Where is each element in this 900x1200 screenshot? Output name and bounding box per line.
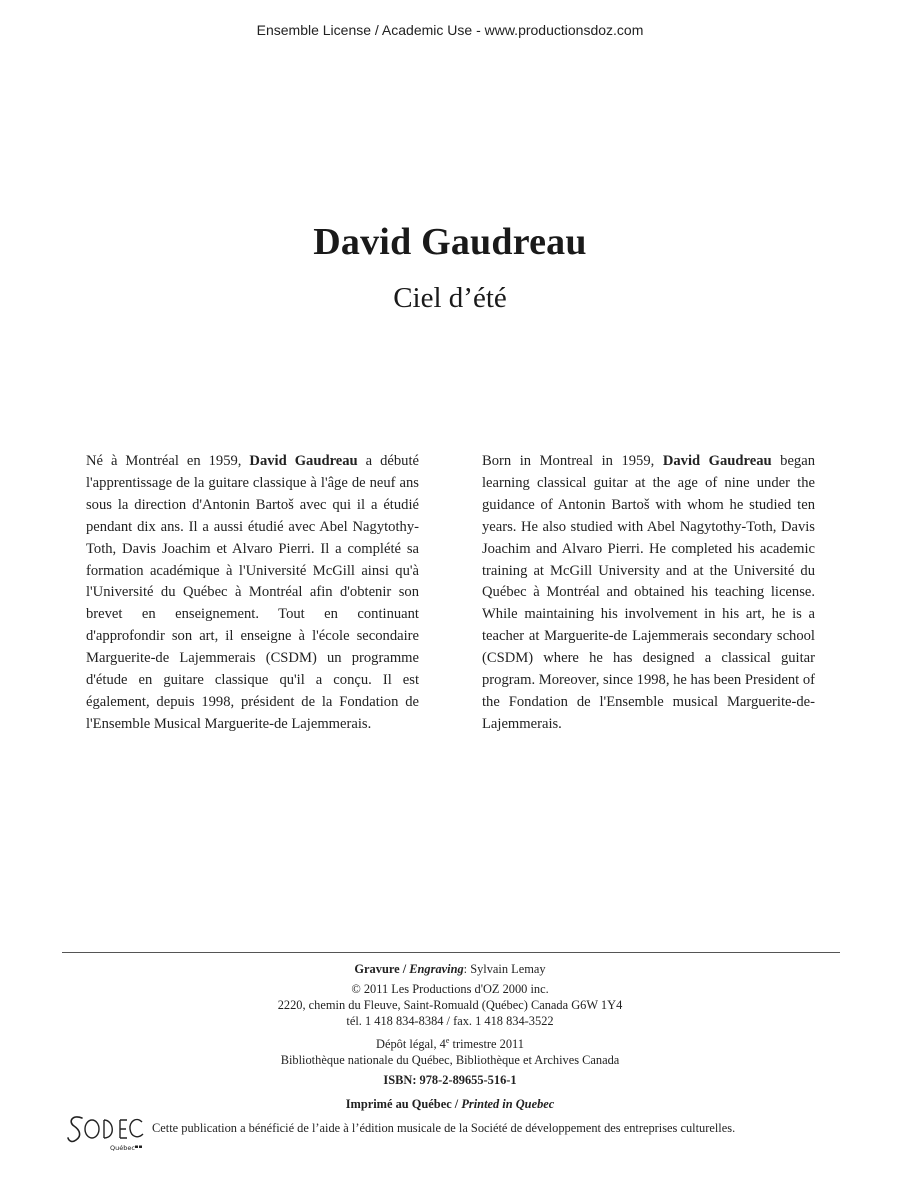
copyright-line: © 2011 Les Productions d'OZ 2000 inc. [351,982,549,996]
bio-en-body: began learning classical guitar at the age of nine under the guidance of Antonin Bartoš with whom he studied ten years. He also studied with Abel Nagytothy-Toth, Davis Joachim and Alvaro Pierri. He completed his academic training at McGill University and at the Université du Québec à Montréal and obtained his teaching license. While maintaining his involvement in his art, he is a teacher at Marguerite-de Lajemmerais secondary school (CSDM) where he has designed a classical guitar program. Moreover, since 1998, he has been President of the Fondation de l'Ensemble musical Marguerite-de-Lajemmerais. [482,453,815,732]
biography-english [482,451,815,736]
engraving-credit: Gravure / Engraving: Sylvain Lemay [354,962,546,976]
bio-fr-intro: Né à Montréal en 1959, [86,453,250,469]
biography-french [86,451,419,736]
bio-fr-name: David Gaudreau [249,453,358,469]
publisher-phone: tél. 1 418 834-8384 / fax. 1 418 834-3522 [346,1014,554,1028]
sodec-funding-notice: Cette publication a bénéficié de l’aide à l’édition musicale de la Société de développement des entreprises culturelles. [152,1121,736,1135]
composer-name: David Gaudreau [313,221,587,263]
isbn: ISBN: 978-2-89655-516-1 [383,1073,517,1088]
work-title: Ciel d’été [393,282,507,314]
footer-divider [62,952,840,953]
bio-en-intro: Born in Montreal in 1959, [482,453,663,469]
libraries-line: Bibliothèque nationale du Québec, Bibliothèque et Archives Canada [280,1053,620,1068]
bio-en-name: David Gaudreau [662,453,772,469]
svg-text:Québec: Québec [110,1144,135,1152]
printed-in: Imprimé au Québec / Printed in Quebec [345,1097,555,1112]
publisher-address: 2220, chemin du Fleuve, Saint-Romuald (Québec) Canada G6W 1Y4 [277,998,623,1012]
publication-footer [0,961,900,1112]
legal-deposit: Dépôt légal, 4e trimestre 2011 [376,1036,524,1052]
sodec-logo [66,1112,148,1154]
license-header: Ensemble License / Academic Use - www.productionsdoz.com [256,22,644,38]
bio-fr-body: a débuté l'apprentissage de la guitare classique à l'âge de neuf ans sous la direction d'Antonin Bartoš avec qui il a étudié pendant dix ans. Il a aussi étudié avec Abel Nagytothy-Toth, Davis Joachim et Alvaro Pierri. Il a complété sa formation académique à l'Université McGill ainsi qu'à l'Université du Québec à Montréal afin d'obtenir son brevet en enseignement. Tout en continuant d'approfondir son art, il enseigne à l'école secondaire Marguerite-de Lajemmerais (CSDM) un programme d'étude en guitare classique qu'il a conçu. Il est également, depuis 1998, président de la Fondation de l'Ensemble Musical Marguerite-de Lajemmerais. [86,453,419,732]
